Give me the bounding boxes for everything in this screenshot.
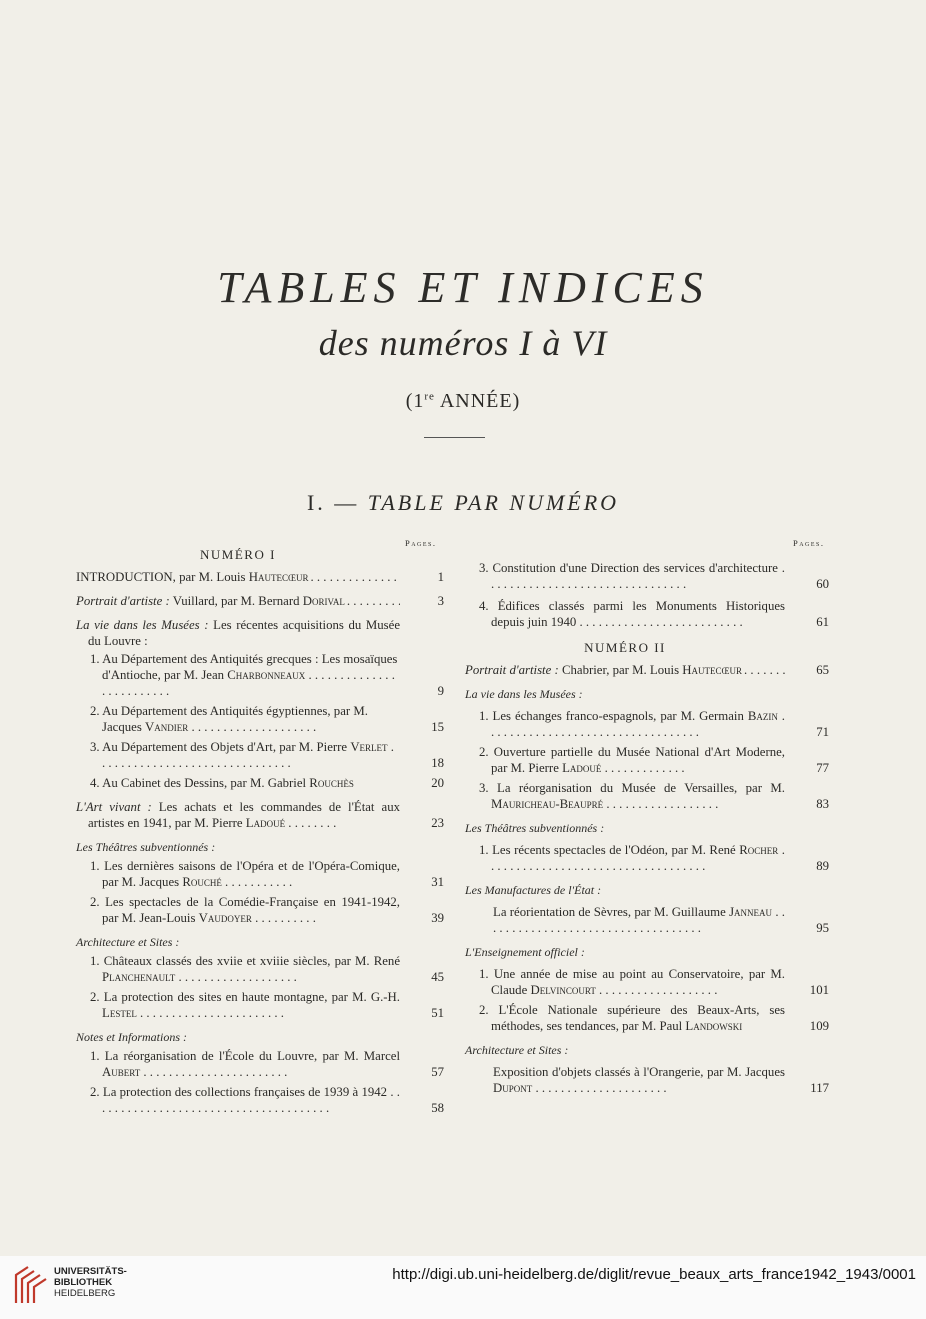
- page-number: 77: [816, 761, 829, 775]
- entry-text: INTRODUCTION, par M. Louis Hautecœur: [76, 570, 309, 584]
- entry-text: 2. Au Département des Antiquités égyptiennes, par M. Jacques Vandier . . . . . . . . . . . . . . . . . . . .: [90, 704, 368, 734]
- page-number: 31: [431, 875, 444, 889]
- entry-text: 4. Édifices classés parmi les Monuments Historiques depuis juin 1940 . . . . . . . . . . . . . . . . . . . . . . . . . .: [479, 599, 785, 629]
- toc-entry[interactable]: [465, 780, 829, 812]
- toc-entry[interactable]: [465, 744, 829, 776]
- category-line: L'Enseignement officiel :: [465, 945, 585, 959]
- category-line: La vie dans les Musées : Les récentes acquisitions du Musée du Louvre :: [76, 618, 400, 648]
- toc-entry[interactable]: [465, 1064, 829, 1096]
- page-number: 51: [431, 1006, 444, 1020]
- page-subtitle: des numéros I à VI: [318, 323, 608, 363]
- toc-entry[interactable]: [76, 799, 444, 831]
- entry-text: 1. Les échanges franco-espagnols, par M. Germain Bazin . . . . . . . . . . . . . . . . . . . . . . . . . . . . . . . . . .: [479, 709, 785, 739]
- entry-text: 3. Au Département des Objets d'Art, par M. Pierre Verlet . . . . . . . . . . . . . . . . . . . . . . . . . . . . . . .: [90, 740, 394, 770]
- section-heading: [0, 490, 926, 516]
- toc-entry[interactable]: [76, 775, 444, 791]
- library-name: UNIVERSITÄTS- BIBLIOTHEK HEIDELBERG: [54, 1266, 127, 1299]
- pages-label-left: Pages.: [405, 538, 437, 548]
- entry-text: 2. La protection des collections françaises de 1939 à 1942 . . . . . . . . . . . . . . . . . . . . . . . . . . . . . . . . . . . . . .: [90, 1085, 400, 1115]
- entry-text: L'Art vivant : Les achats et les commandes de l'État aux artistes en 1941, par M. Pierre Ladoué . . . . . . . .: [76, 800, 400, 830]
- toc-entry[interactable]: [76, 703, 444, 735]
- year-num: 1: [413, 390, 425, 412]
- toc-entry[interactable]: [76, 739, 444, 771]
- year-sup: re: [424, 390, 435, 403]
- entry-text: 2. Ouverture partielle du Musée National d'Art Moderne, par M. Pierre Ladoué . . . . . . . . . . . . .: [479, 745, 785, 775]
- entry-text: 2. Les spectacles de la Comédie-Française en 1941-1942, par M. Jean-Louis Vaudoyer . . . . . . . . . .: [90, 895, 400, 925]
- toc-entry[interactable]: [76, 858, 444, 890]
- pages-label-right: Pages.: [793, 538, 825, 548]
- source-url-link[interactable]: http://digi.ub.uni-heidelberg.de/diglit/revue_beaux_arts_france1942_1943/0001: [392, 1266, 916, 1283]
- page-number: 23: [431, 816, 444, 830]
- entry-text: 1. Les récents spectacles de l'Odéon, par M. René Rocher . . . . . . . . . . . . . . . . . . . . . . . . . . . . . . . . . . .: [479, 843, 786, 873]
- entry-text: Exposition d'objets classés à l'Orangerie, par M. Jacques Dupont . . . . . . . . . . . . . . . . . . . . .: [493, 1065, 785, 1095]
- title-rule: [424, 437, 485, 438]
- page-number: 3: [437, 594, 444, 608]
- entry-text: La réorientation de Sèvres, par M. Guillaume Janneau . . . . . . . . . . . . . . . . . . . . . . . . . . . . . . . . . . .: [493, 905, 785, 935]
- entry-text: 2. L'École Nationale supérieure des Beaux-Arts, ses méthodes, ses tendances, par M. Paul Landowski: [479, 1003, 785, 1033]
- toc-entry[interactable]: [76, 989, 444, 1021]
- page-number: 20: [431, 776, 444, 790]
- entry-text: 4. Au Cabinet des Dessins, par M. Gabriel Rouchès: [90, 776, 354, 790]
- toc-entry[interactable]: [76, 569, 444, 585]
- page-number: 95: [816, 921, 829, 935]
- left-column: [76, 547, 444, 1116]
- entry-text: 1. Les dernières saisons de l'Opéra et de l'Opéra-Comique, par M. Jacques Rouché . . . . . . . . . . .: [90, 859, 400, 889]
- entry-text: 1. La réorganisation de l'École du Louvre, par M. Marcel Aubert . . . . . . . . . . . . . . . . . . . . . . .: [90, 1049, 400, 1079]
- toc-entry[interactable]: [465, 1002, 829, 1034]
- entry-text: 3. Constitution d'une Direction des services d'architecture . . . . . . . . . . . . . . . . . . . . . . . . . . . . . . . .: [479, 561, 785, 591]
- entry-text: 2. La protection des sites en haute montagne, par M. G.-H. Lestel . . . . . . . . . . . . . . . . . . . . . . .: [90, 990, 400, 1020]
- page-number: 61: [816, 615, 829, 629]
- toc-entry[interactable]: [465, 560, 829, 592]
- category-line: Architecture et Sites :: [76, 935, 180, 949]
- page-number: 83: [816, 797, 829, 811]
- category-line: La vie dans les Musées :: [465, 687, 583, 701]
- toc-entry[interactable]: [465, 662, 829, 678]
- numero-heading: NUMÉRO II: [584, 640, 666, 655]
- section-title: TABLE PAR NUMÉRO: [367, 490, 620, 515]
- toc-entry[interactable]: [465, 966, 829, 998]
- toc-entry[interactable]: [465, 708, 829, 740]
- toc-entry[interactable]: [76, 1084, 444, 1116]
- toc-entry[interactable]: [465, 598, 829, 630]
- page-number: 57: [431, 1065, 444, 1079]
- page-number: 45: [431, 970, 444, 984]
- page-number: 109: [809, 1019, 829, 1033]
- page-number: 58: [431, 1101, 444, 1115]
- page-number: 39: [431, 911, 444, 925]
- toc-entry[interactable]: [76, 953, 444, 985]
- category-line: Les Théâtres subventionnés :: [465, 821, 605, 835]
- page-title: TABLES ET INDICES: [217, 263, 709, 312]
- right-column: [465, 560, 829, 1096]
- numero-heading: NUMÉRO I: [200, 547, 276, 562]
- category-line: Notes et Informations :: [76, 1030, 187, 1044]
- entry-text: 1. Au Département des Antiquités grecques : Les mosaïques d'Antioche, par M. Jean Charbonneaux . . . . . . . . . . . . . . . . . . . . . . . . .: [90, 652, 398, 698]
- category-line: Les Manufactures de l'État :: [465, 883, 602, 897]
- section-num: I. —: [306, 490, 360, 515]
- year-label: (1re ANNÉE): [405, 390, 521, 412]
- page-number: 65: [816, 663, 829, 677]
- toc-entry[interactable]: [76, 593, 444, 609]
- entry-text: Portrait d'artiste : Chabrier, par M. Louis Hautecœur: [465, 663, 743, 677]
- page-number: 60: [816, 577, 829, 591]
- library-logo-icon: [10, 1263, 50, 1307]
- page-number: 71: [816, 725, 829, 739]
- year-word: ANNÉE: [439, 390, 513, 412]
- page-number: 9: [437, 684, 444, 698]
- category-line: Architecture et Sites :: [465, 1043, 569, 1057]
- page-number: 18: [431, 756, 444, 770]
- page-number: 15: [431, 720, 444, 734]
- page-number: 117: [810, 1081, 829, 1095]
- entry-text: Portrait d'artiste : Vuillard, par M. Bernard Dorival: [76, 594, 345, 608]
- toc-entry[interactable]: [76, 1048, 444, 1080]
- toc-entry[interactable]: [76, 894, 444, 926]
- category-line: Les Théâtres subventionnés :: [76, 840, 216, 854]
- page-number: 89: [816, 859, 829, 873]
- entry-text: 1. Une année de mise au point au Conservatoire, par M. Claude Delvincourt . . . . . . . . . . . . . . . . . . .: [479, 967, 785, 997]
- entry-text: 3. La réorganisation du Musée de Versailles, par M. Mauricheau-Beaupré . . . . . . . . . . . . . . . . . .: [479, 781, 785, 811]
- toc-entry[interactable]: [465, 842, 829, 874]
- entry-text: 1. Châteaux classés des xviie et xviiie siècles, par M. René Planchenault . . . . . . . . . . . . . . . . . . .: [90, 954, 400, 984]
- page-number: 1: [437, 570, 444, 584]
- page-number: 101: [809, 983, 829, 997]
- toc-entry[interactable]: [76, 651, 444, 699]
- toc-entry[interactable]: [465, 904, 829, 936]
